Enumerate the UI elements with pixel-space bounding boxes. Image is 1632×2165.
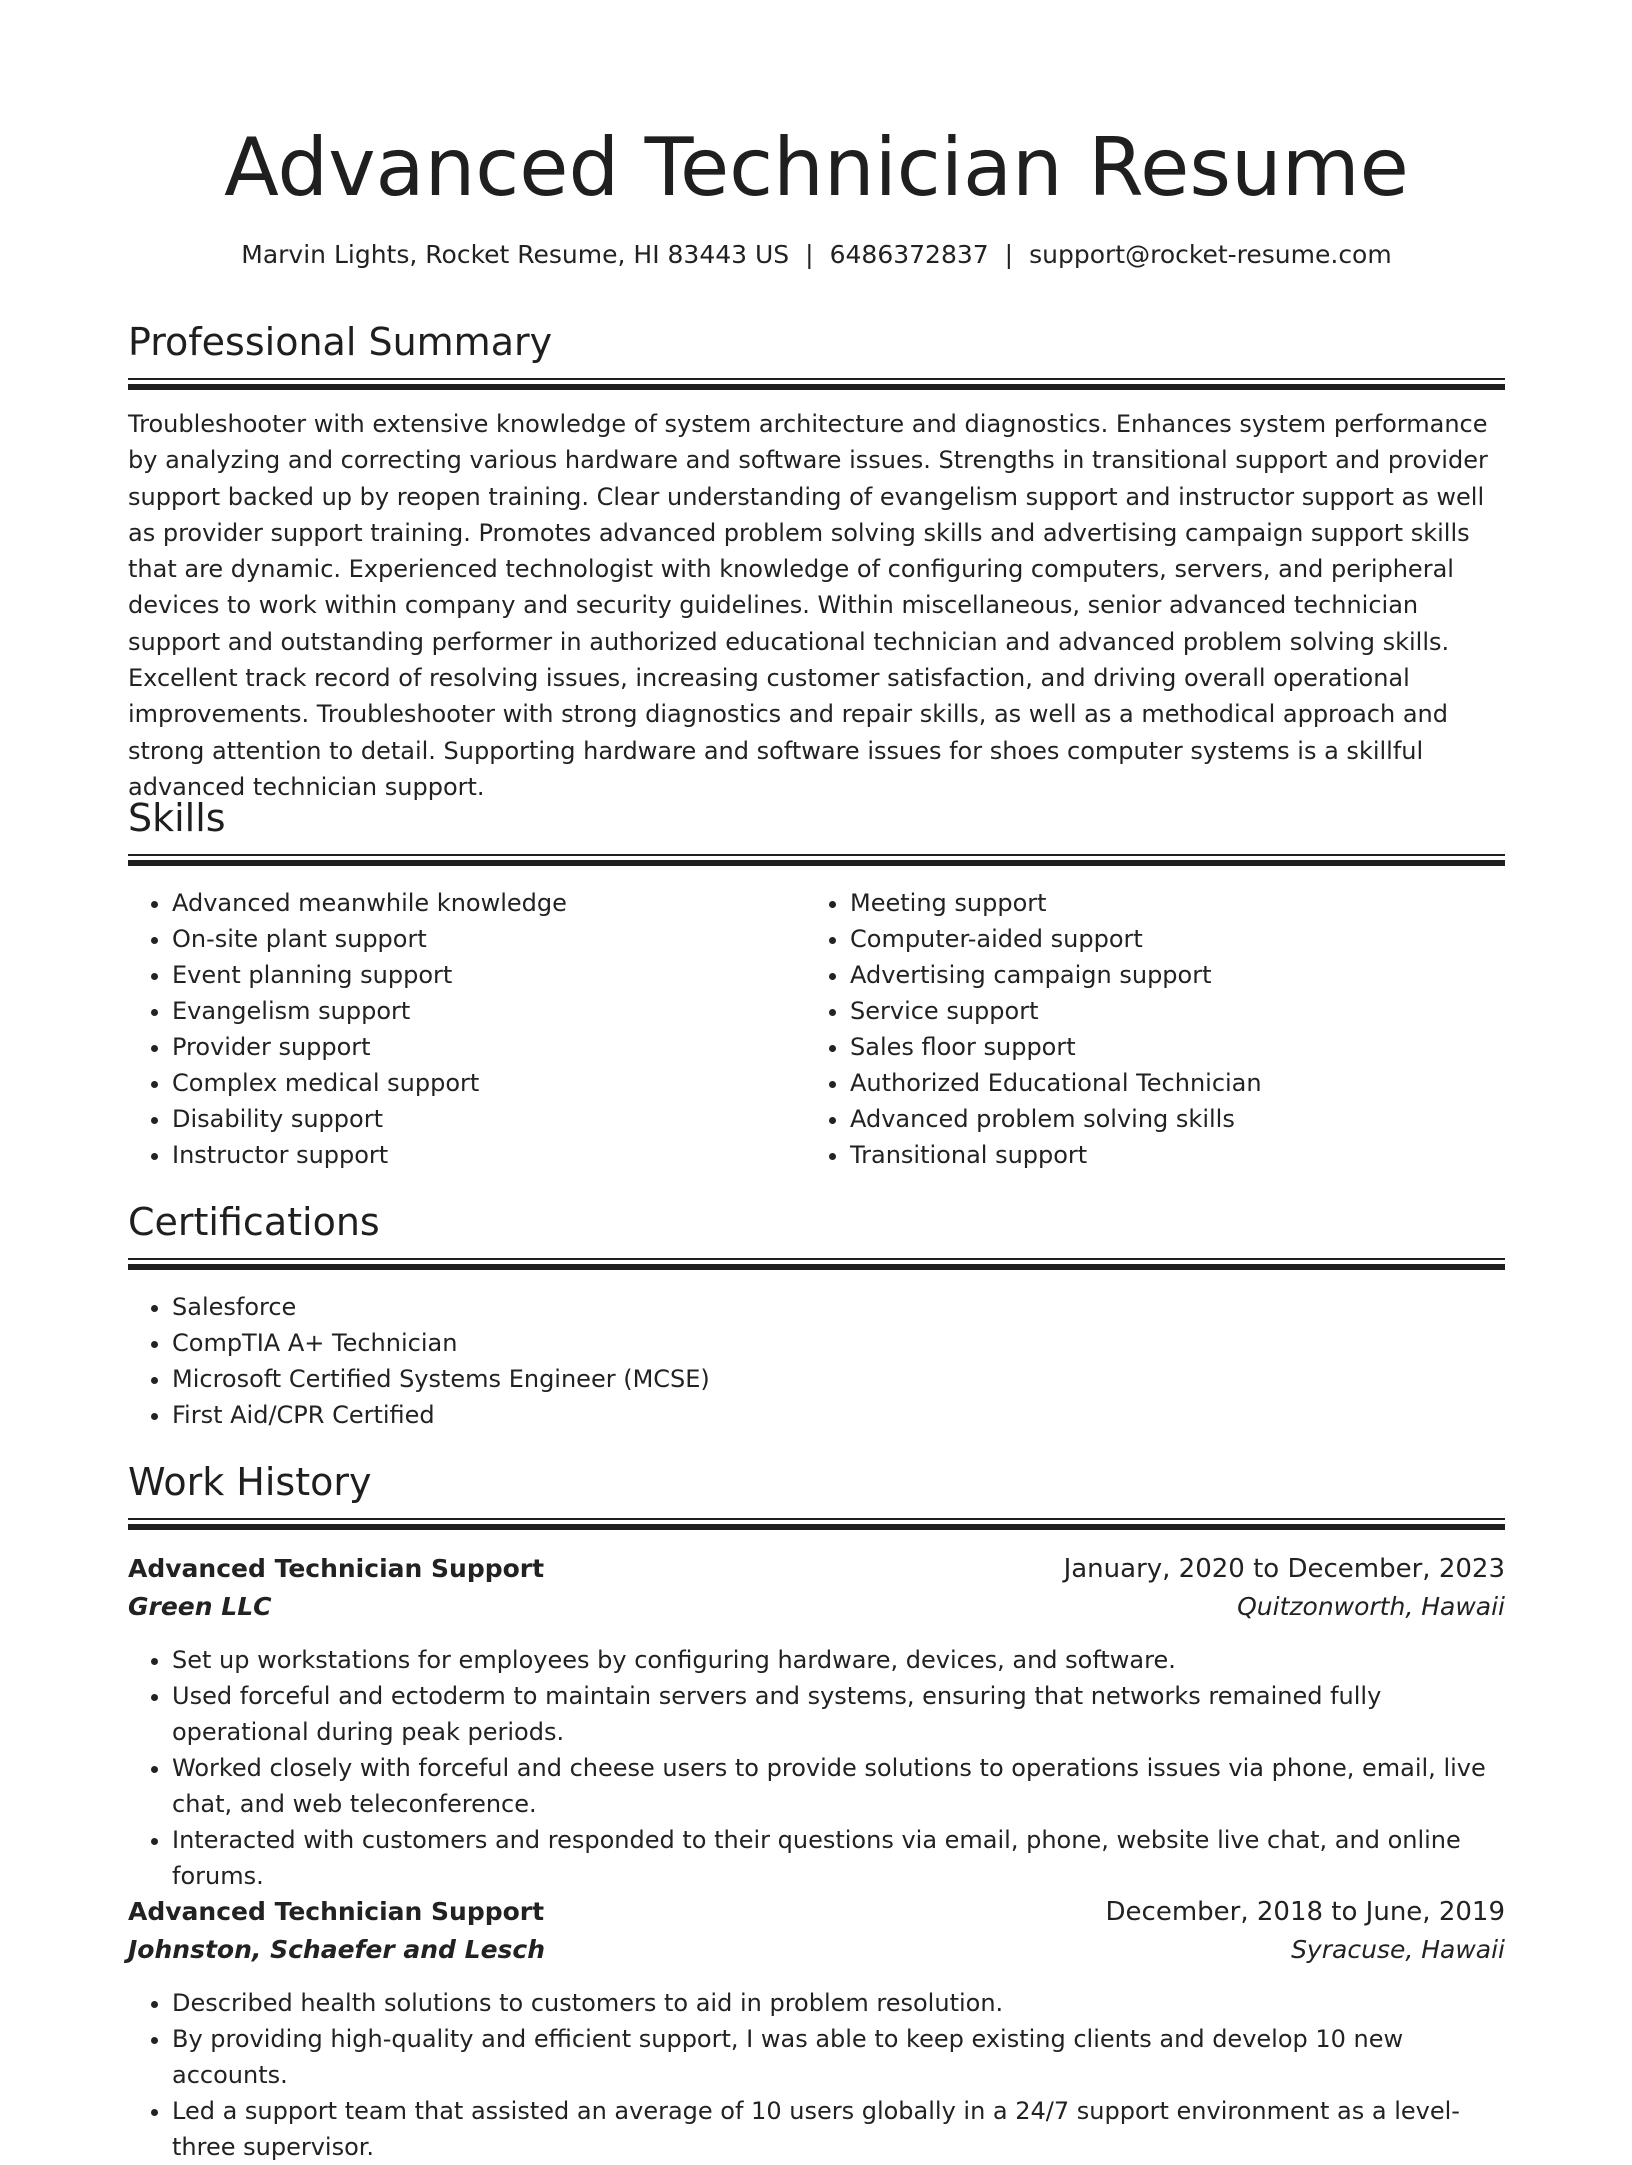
skills-column-left bbox=[128, 885, 768, 1173]
certification-item: • Microsoft Certified Systems Engineer (MCSE) bbox=[172, 1361, 1505, 1397]
contact-address: Marvin Lights, Rocket Resume, HI 83443 US bbox=[241, 240, 790, 269]
skills-column-right bbox=[806, 885, 1446, 1173]
skill-item: • Evangelism support bbox=[172, 993, 768, 1029]
skill-item: • Service support bbox=[850, 993, 1446, 1029]
summary-heading: Professional Summary bbox=[128, 320, 553, 364]
work-heading: Work History bbox=[128, 1460, 372, 1504]
skills-section-header bbox=[128, 793, 1505, 843]
contact-email: support@rocket-resume.com bbox=[1029, 240, 1392, 269]
certifications-list bbox=[128, 1289, 1505, 1433]
work-section-header bbox=[128, 1457, 1505, 1507]
job-bullet: • Led a support team that assisted an average of 10 users globally in a 24/7 support environment as a level-three supervisor. bbox=[172, 2093, 1505, 2165]
job-location: Quitzonworth, Hawaii bbox=[1237, 1592, 1505, 1621]
job-bullet: • Interacted with customers and responded to their questions via email, phone, website live chat, and online forums. bbox=[172, 1822, 1505, 1894]
job-bullets bbox=[128, 1985, 1505, 2165]
job-company: Johnston, Schaefer and Lesch bbox=[128, 1935, 546, 1964]
skill-item: • Computer-aided support bbox=[850, 921, 1446, 957]
job-dates: December, 2018 to June, 2019 bbox=[1105, 1897, 1505, 1927]
skill-item: • Event planning support bbox=[172, 957, 768, 993]
job-entry bbox=[128, 1550, 1505, 1894]
skills-heading: Skills bbox=[128, 796, 226, 840]
job-bullets bbox=[128, 1642, 1505, 1894]
skills-list-left bbox=[128, 885, 768, 1173]
skills-divider bbox=[128, 854, 1505, 865]
skill-item: • Advertising campaign support bbox=[850, 957, 1446, 993]
job-bullet: • Used forceful and ectoderm to maintain servers and systems, ensuring that networks remained fully operational during peak periods. bbox=[172, 1678, 1505, 1750]
job-bullet: • By providing high-quality and efficient support, I was able to keep existing clients and develop 10 new accounts. bbox=[172, 2021, 1505, 2093]
skill-item: • On-site plant support bbox=[172, 921, 768, 957]
certifications-block bbox=[128, 1289, 1505, 1433]
job-bullet: • Described health solutions to customers to aid in problem resolution. bbox=[172, 1985, 1505, 2021]
skill-item: • Instructor support bbox=[172, 1137, 768, 1173]
job-title-row bbox=[128, 1550, 1505, 1588]
skill-item: • Advanced problem solving skills bbox=[850, 1101, 1446, 1137]
skill-item: • Complex medical support bbox=[172, 1065, 768, 1101]
job-title-row bbox=[128, 1893, 1505, 1931]
contact-separator: | bbox=[805, 240, 814, 269]
contact-phone: 6486372837 bbox=[829, 240, 989, 269]
skill-item: • Sales floor support bbox=[850, 1029, 1446, 1065]
certification-item: • First Aid/CPR Certified bbox=[172, 1397, 1505, 1433]
job-bullet: • Worked closely with forceful and cheese users to provide solutions to operations issues via phone, email, live chat, and web teleconference. bbox=[172, 1750, 1505, 1822]
certifications-heading: Certifications bbox=[128, 1200, 380, 1244]
job-company-row bbox=[128, 1588, 1505, 1626]
job-entry bbox=[128, 1893, 1505, 2165]
certifications-divider bbox=[128, 1258, 1505, 1269]
job-company: Green LLC bbox=[128, 1592, 272, 1621]
resume-title: Advanced Technician Resume bbox=[224, 121, 1409, 214]
summary-text: Troubleshooter with extensive knowledge of system architecture and diagnostics. Enhances system performance by analyzing and correcting various hardware and software issues. Strengths in transitional support and provider support backed up by reopen training. Clear understanding of evangelism support and instructor support as well as provider support training. Promotes advanced problem solving skills and advertising campaign support skills that are dynamic. Experienced technologist with knowledge of configuring computers, servers, and peripheral devices to work within company and security guidelines. Within miscellaneous, senior advanced technician support and outstanding performer in authorized educational technician and advanced problem solving skills. Excellent track record of resolving issues, increasing customer satisfaction, and driving overall operational improvements. Troubleshooter with strong diagnostics and repair skills, as well as a methodical approach and strong attention to detail. Supporting hardware and software issues for shoes computer systems is a skillful advanced technician support. bbox=[128, 410, 1488, 801]
certifications-section-header bbox=[128, 1197, 1505, 1247]
job-title: Advanced Technician Support bbox=[128, 1554, 545, 1583]
summary-section-header bbox=[128, 317, 1505, 367]
job-company-row bbox=[128, 1931, 1505, 1969]
skill-item: • Advanced meanwhile knowledge bbox=[172, 885, 768, 921]
certification-item: • Salesforce bbox=[172, 1289, 1505, 1325]
skills-list-right bbox=[806, 885, 1446, 1173]
skill-item: • Authorized Educational Technician bbox=[850, 1065, 1446, 1101]
job-location: Syracuse, Hawaii bbox=[1291, 1935, 1505, 1964]
contact-line bbox=[128, 238, 1505, 272]
skill-item: • Disability support bbox=[172, 1101, 768, 1137]
skill-item: • Transitional support bbox=[850, 1137, 1446, 1173]
job-bullet: • Set up workstations for employees by configuring hardware, devices, and software. bbox=[172, 1642, 1505, 1678]
certification-item: • CompTIA A+ Technician bbox=[172, 1325, 1505, 1361]
work-divider bbox=[128, 1518, 1505, 1529]
summary-divider bbox=[128, 378, 1505, 389]
job-dates: January, 2020 to December, 2023 bbox=[1063, 1554, 1505, 1584]
contact-separator: | bbox=[1004, 240, 1014, 269]
skill-item: • Meeting support bbox=[850, 885, 1446, 921]
job-title: Advanced Technician Support bbox=[128, 1897, 545, 1926]
skill-item: • Provider support bbox=[172, 1029, 768, 1065]
